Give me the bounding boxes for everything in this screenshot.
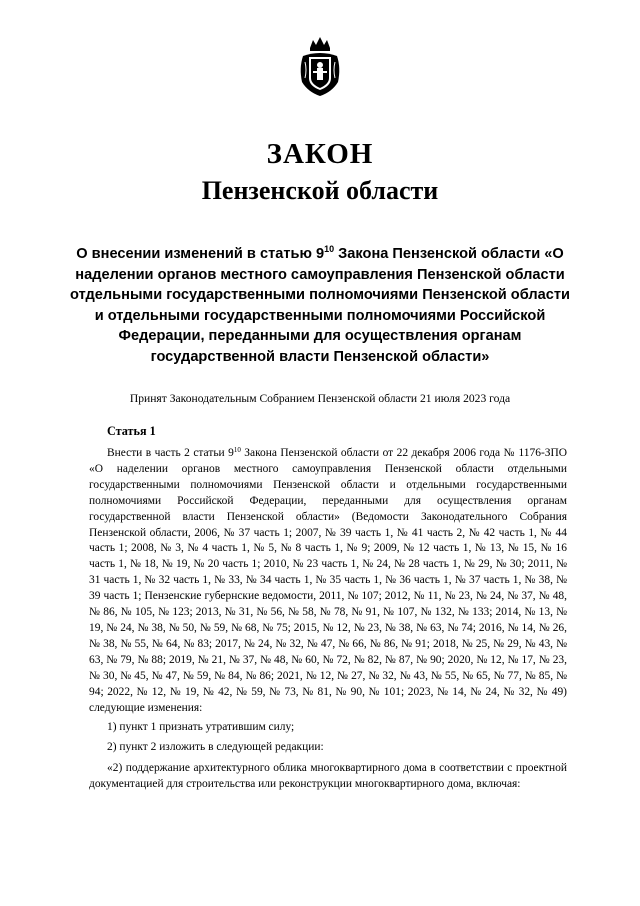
- article-paragraph: [89, 446, 567, 716]
- article-title: Статья 1: [107, 424, 156, 438]
- paragraph-sup: 10: [233, 446, 241, 454]
- law-heading-sup: 10: [324, 244, 335, 254]
- list-item: 1) пункт 1 признать утратившим силу;: [107, 721, 295, 734]
- coat-of-arms-icon: [297, 34, 343, 98]
- document-subtitle: Пензенской области: [201, 176, 439, 205]
- paragraph-post: Закона Пензенской области от 22 декабря 2006 года № 1176-ЗПО «О наделении органов местного самоуправления Пензенской области отдельными государственными полномочиями Пензенской области и отдельными государственными полномочиями Российской Федерации, переданными для осуществления органам государственной власти Пензенской области» (Ведомости Законодательного Собрания Пензенской области, 2006, № 37 часть 1; 2007, № 39 часть 1, № 41 часть 2, № 42 часть 1, № 44 часть 1; 2008, № 3, № 4 часть 1, № 5, № 8 часть 1, № 9; 2009, № 12 часть 1, № 13, № 15, № 16 часть 1, № 18, № 19, № 20 часть 1; 2010, № 23 часть 1, № 24, № 28 часть 1, № 29, № 30; 2011, № 31 часть 1, № 32 часть 1, № 33, № 34 часть 1, № 35 часть 1, № 36 часть 1, № 37 часть 1, № 38, № 39 часть 1; Пензенские губернские ведомости, 2011, № 107; 2012, № 11, № 23, № 24, № 37, № 48, № 86, № 105, № 123; 2013, № 31, № 56, № 58, № 78, № 91, № 107, № 132, № 133; 2014, № 13, № 19, № 24, № 38, № 50, № 59, № 68, № 75; 2015, № 12, № 23, № 38, № 63, № 74; 2016, № 14, № 26, № 38, № 55, № 64, № 83; 2017, № 24, № 32, № 47, № 66, № 86, № 91; 2018, № 25, № 29, № 43, № 63, № 79, № 88; 2019, № 21, № 37, № 48, № 60, № 72, № 82, № 87, № 90; 2020, № 12, № 17, № 23, № 30, № 45, № 47, № 59, № 84, № 86; 2021, № 12, № 27, № 32, № 43, № 55, № 65, № 77, № 85, № 94; 2022, № 12, № 19, № 42, № 59, № 73, № 81, № 90, № 101; 2023, № 14, № 24, № 32, № 49) следующие изменения:: [89, 447, 567, 714]
- law-heading: [70, 244, 570, 368]
- list-item: 2) пункт 2 изложить в следующей редакции:: [107, 741, 324, 754]
- article-body: [89, 446, 567, 793]
- law-heading-post: Закона Пензенской области «О наделении органов местного самоуправления Пензенской области отдельными государственными полномочиями Пензенской области и отдельными государственными полномочиями Российской Федерации, переданными для осуществления органам государственной власти Пензенской области»: [70, 246, 570, 365]
- quoted-paragraph: «2) поддержание архитектурного облика многоквартирного дома в соответствии с проектной документацией для строительства или реконструкции многоквартирного дома, включая:: [89, 762, 567, 791]
- law-heading-pre: О внесении изменений в статью 9: [76, 246, 325, 262]
- document-title: ЗАКОН: [266, 138, 374, 170]
- paragraph-pre: Внести в часть 2 статьи 9: [107, 447, 234, 459]
- adoption-note: Принят Законодательным Собранием Пензенской области 21 июля 2023 года: [129, 392, 511, 405]
